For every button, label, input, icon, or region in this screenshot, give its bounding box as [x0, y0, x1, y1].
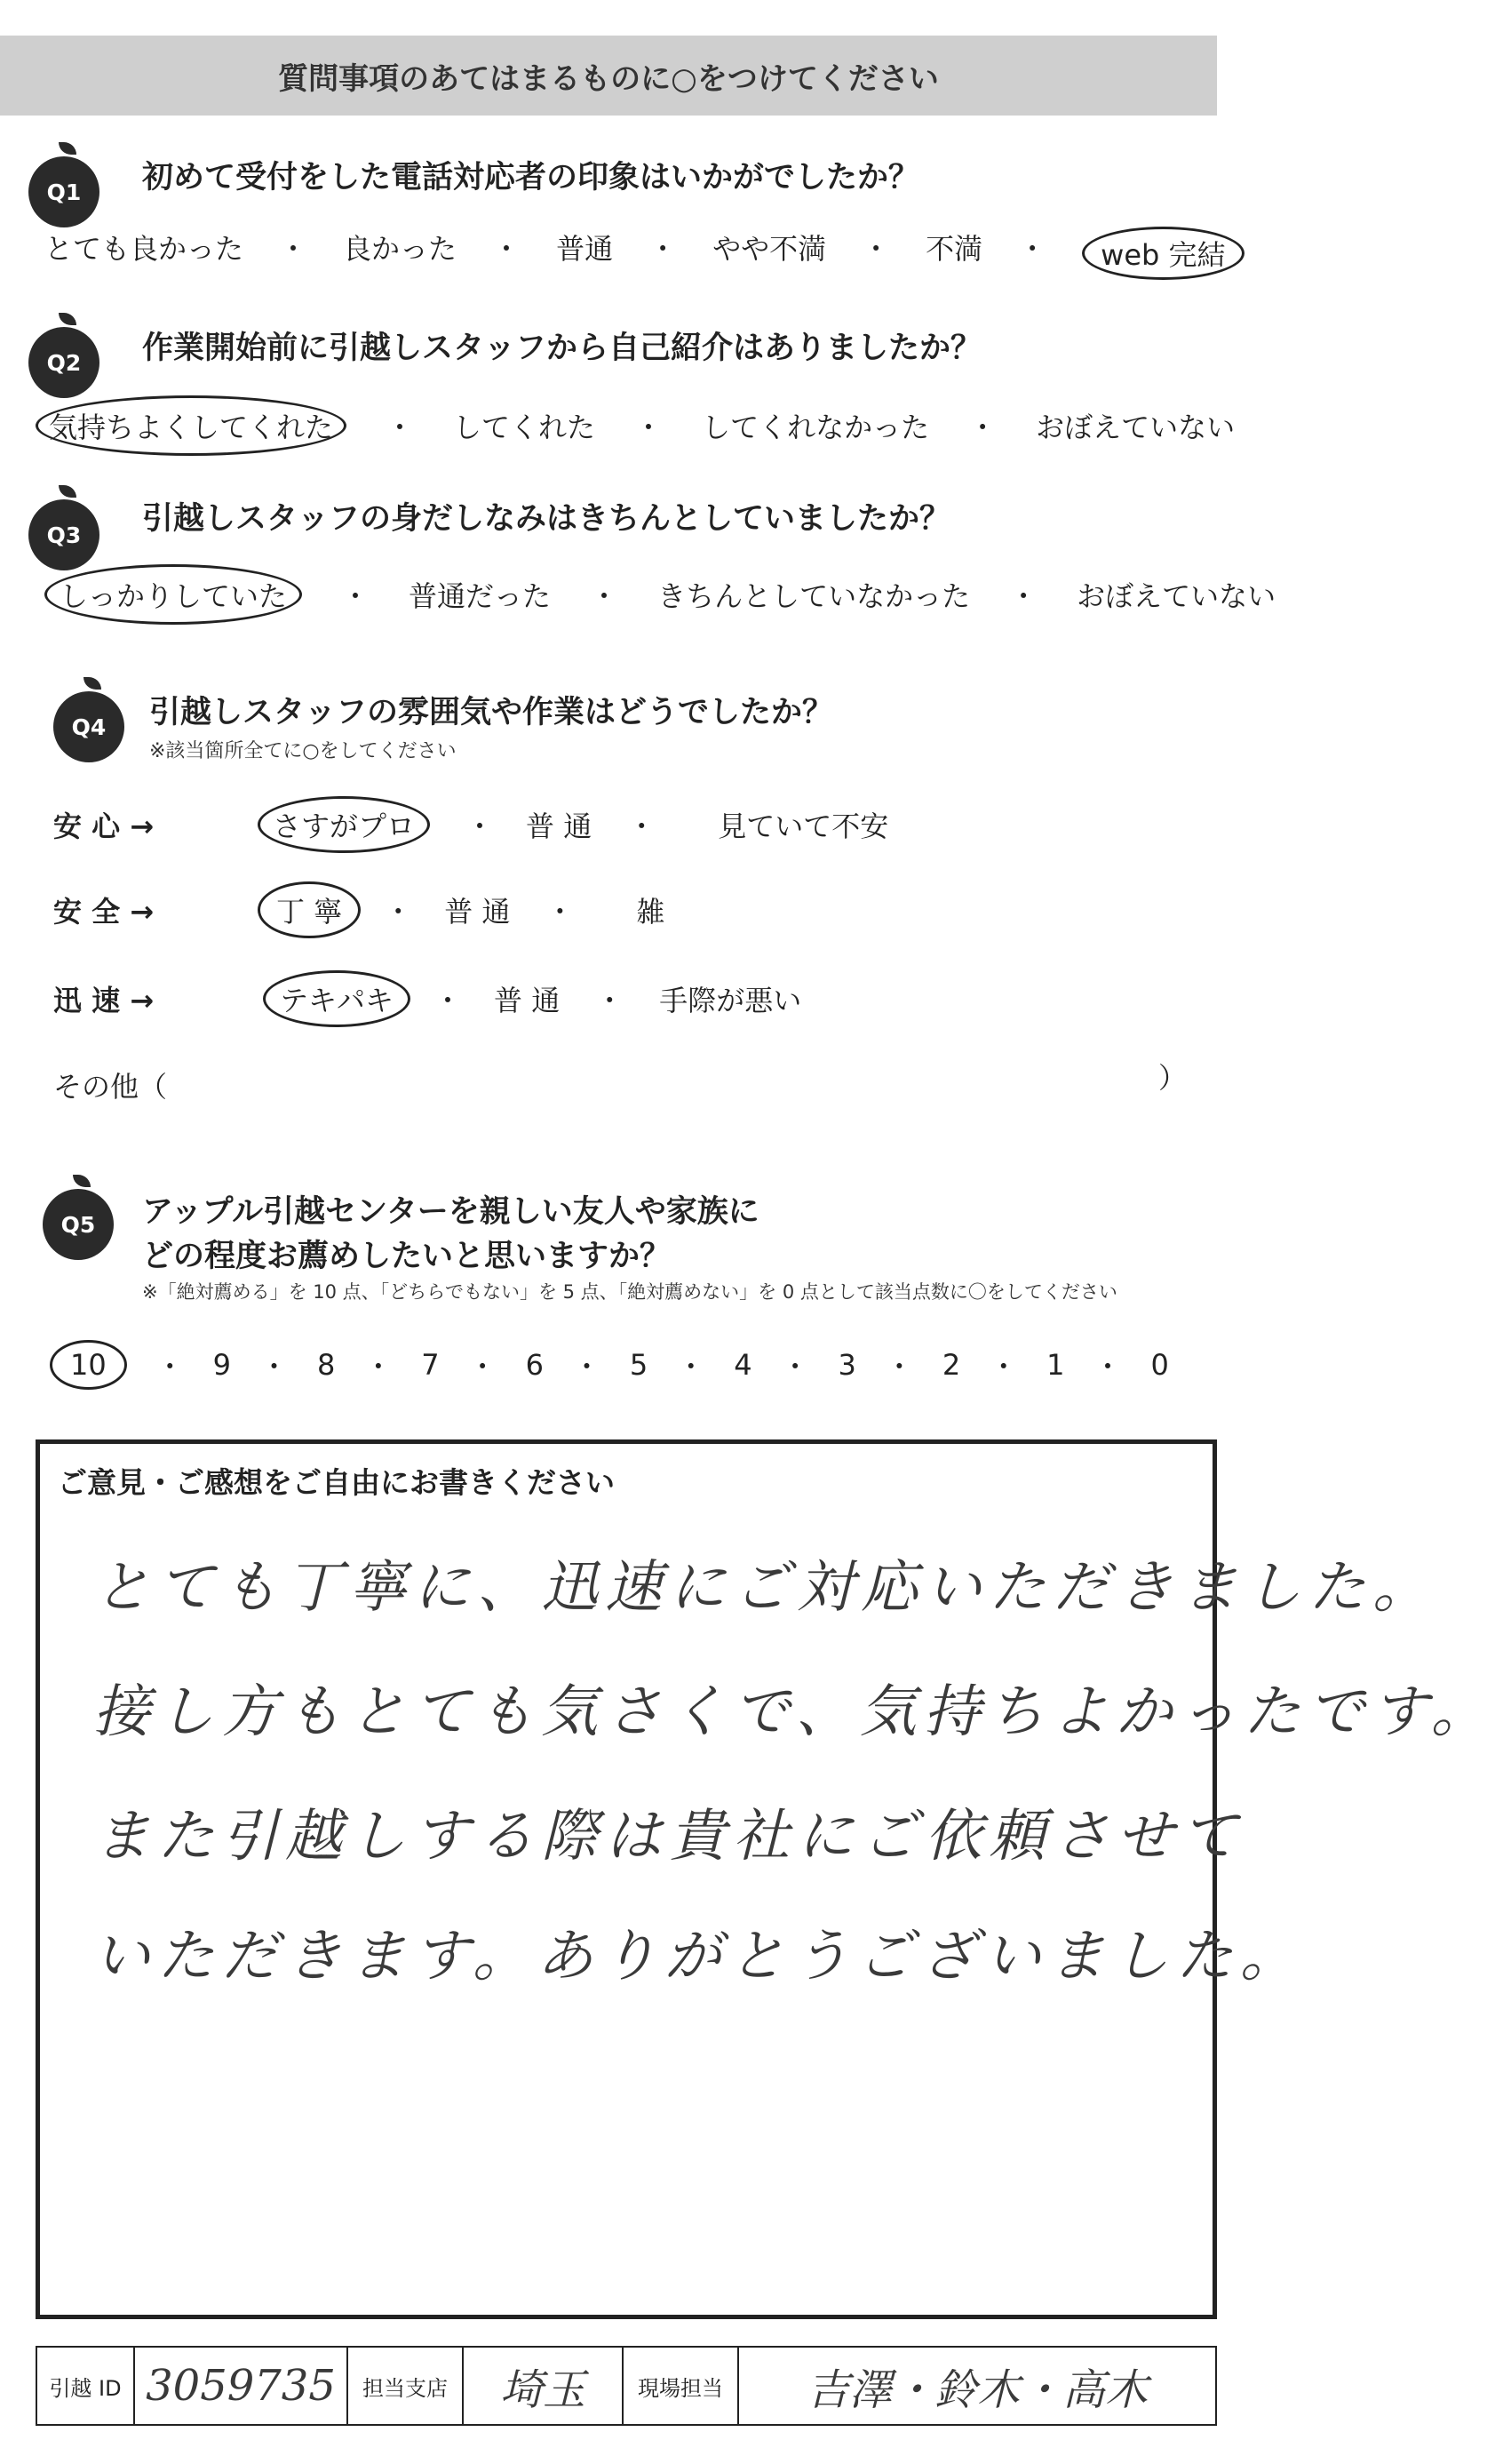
q4-option-selected[interactable]: 丁 寧: [258, 881, 361, 938]
separator: ・: [1093, 1350, 1123, 1384]
q2-badge: Q2: [28, 327, 99, 398]
q2-option[interactable]: してくれなかった: [702, 411, 930, 444]
comment-line: いただきます。ありがとうございました。: [93, 1924, 1304, 1990]
q1-option[interactable]: 普通: [556, 232, 614, 266]
branch-label: 担当支店: [362, 2371, 448, 2402]
q3-option[interactable]: 普通だった: [409, 579, 552, 613]
separator: ・: [384, 895, 413, 929]
q1-option[interactable]: 不満: [926, 232, 983, 266]
q4-option[interactable]: 見ていて不安: [718, 809, 889, 843]
q4-option[interactable]: 普 通: [494, 984, 561, 1017]
q4-option[interactable]: 普 通: [526, 809, 592, 843]
q4-note: ※該当箇所全てに○をしてください: [149, 740, 457, 762]
q3-option[interactable]: きちんとしていなかった: [657, 579, 971, 613]
separator: ・: [885, 1350, 914, 1384]
q1-option-selected[interactable]: web 完結: [1082, 227, 1244, 280]
separator: ・: [989, 1350, 1018, 1384]
q3-option[interactable]: おぼえていない: [1077, 579, 1276, 613]
separator: ・: [862, 232, 891, 266]
q1-option[interactable]: やや不満: [712, 232, 827, 266]
q4-other-label: その他（: [53, 1070, 168, 1104]
separator: ・: [386, 411, 415, 444]
comment-line: また引越しする際は貴社にご依頼させて: [93, 1804, 1245, 1870]
q3-option-selected[interactable]: しっかりしていた: [44, 564, 302, 625]
separator: ・: [648, 232, 678, 266]
q4-badge: Q4: [53, 691, 124, 762]
comment-line: 接し方もとても気さくで、気持ちよかったです。: [93, 1679, 1495, 1745]
q4-row-safety: [53, 881, 664, 938]
q5-score-selected[interactable]: 10: [50, 1340, 127, 1390]
q4-option[interactable]: 雑: [636, 895, 665, 929]
separator: ・: [341, 579, 370, 613]
q5-question-line1: アップル引越センターを親しい友人や家族に: [142, 1194, 759, 1230]
q3-question: 引越しスタッフの身だしなみはきちんとしていましたか？: [142, 501, 951, 537]
q2-question: 作業開始前に引越しスタッフから自己紹介はありましたか？: [142, 331, 982, 366]
separator: ・: [572, 1350, 601, 1384]
q2-options: [36, 395, 1236, 456]
separator: ・: [468, 1350, 497, 1384]
comment-line: とても丁寧に、迅速にご対応いただきました。: [93, 1555, 1436, 1621]
separator: ・: [595, 984, 624, 1017]
q1-question: 初めて受付をした電話対応者の印象はいかがでしたか？: [142, 160, 920, 195]
q4-option[interactable]: 普 通: [444, 895, 511, 929]
comment-box[interactable]: [36, 1439, 1495, 2319]
q5-score[interactable]: 8: [316, 1348, 336, 1382]
q5-score[interactable]: 3: [838, 1348, 856, 1382]
separator: ・: [590, 579, 619, 613]
branch-value: 埼玉: [499, 2364, 585, 2415]
q3-badge: Q3: [28, 499, 99, 570]
q4-row-speed: [53, 970, 801, 1027]
separator: ・: [634, 411, 664, 444]
q2-option[interactable]: してくれた: [453, 411, 596, 444]
q2-option[interactable]: おぼえていない: [1036, 411, 1236, 444]
q1-option[interactable]: とても良かった: [44, 232, 244, 266]
comment-title: ご意見・ご感想をご自由にお書きください: [58, 1465, 615, 1500]
separator: ・: [279, 232, 308, 266]
q4-question: 引越しスタッフの雰囲気や作業はどうでしたか？: [149, 695, 834, 730]
separator: ・: [492, 232, 521, 266]
staff-label: 現場担当: [638, 2371, 723, 2402]
q3-options: [44, 564, 1276, 625]
separator: ・: [781, 1350, 810, 1384]
separator: ・: [968, 411, 998, 444]
q4-option[interactable]: 手際が悪い: [659, 984, 802, 1017]
separator: ・: [1018, 232, 1047, 266]
staff-value: 吉澤・鈴木・高木: [806, 2364, 1148, 2415]
separator: ・: [676, 1350, 705, 1384]
q5-score[interactable]: 6: [525, 1348, 544, 1382]
q4-row-relief: [53, 796, 888, 853]
q5-badge: Q5: [43, 1189, 114, 1260]
q4-option-selected[interactable]: さすがプロ: [258, 796, 430, 853]
q4-row-label: 安 心 →: [53, 809, 155, 843]
q5-scale: [50, 1340, 1169, 1390]
separator: ・: [259, 1350, 289, 1384]
separator: ・: [465, 809, 495, 843]
q5-score[interactable]: 2: [942, 1348, 961, 1382]
q5-score[interactable]: 7: [421, 1348, 440, 1382]
q5-score[interactable]: 0: [1150, 1348, 1169, 1382]
q5-score[interactable]: 4: [734, 1348, 752, 1382]
q4-row-label: 迅 速 →: [53, 984, 155, 1017]
separator: ・: [1009, 579, 1038, 613]
id-value: 3059735: [146, 2361, 336, 2411]
footer-info: [36, 2346, 1217, 2426]
q5-question-line2: どの程度お薦めしたいと思いますか？: [142, 1239, 672, 1274]
q5-score[interactable]: 1: [1046, 1348, 1065, 1382]
q5-score[interactable]: 5: [629, 1348, 648, 1382]
separator: ・: [155, 1350, 185, 1384]
q5-note: ※「絶対薦める」を 10 点、「どちらでもない」を 5 点、「絶対薦めない」を 0 点として該当点数に〇をしてください: [142, 1281, 1117, 1303]
page-title: 質問事項のあてはまるものに○をつけてください: [0, 36, 1217, 116]
separator: ・: [433, 984, 463, 1017]
separator: ・: [363, 1350, 393, 1384]
q1-options: [44, 227, 1226, 280]
q1-badge: Q1: [28, 156, 99, 227]
q4-option-selected[interactable]: テキパキ: [263, 970, 410, 1027]
id-label: 引越 ID: [49, 2371, 121, 2402]
q1-option[interactable]: 良かった: [343, 232, 457, 266]
q4-other-close: ）: [1158, 1061, 1188, 1095]
q2-option-selected[interactable]: 気持ちよくしてくれた: [36, 395, 346, 456]
separator: ・: [627, 809, 656, 843]
q5-score[interactable]: 9: [212, 1348, 232, 1382]
q4-row-label: 安 全 →: [53, 895, 155, 929]
separator: ・: [545, 895, 575, 929]
